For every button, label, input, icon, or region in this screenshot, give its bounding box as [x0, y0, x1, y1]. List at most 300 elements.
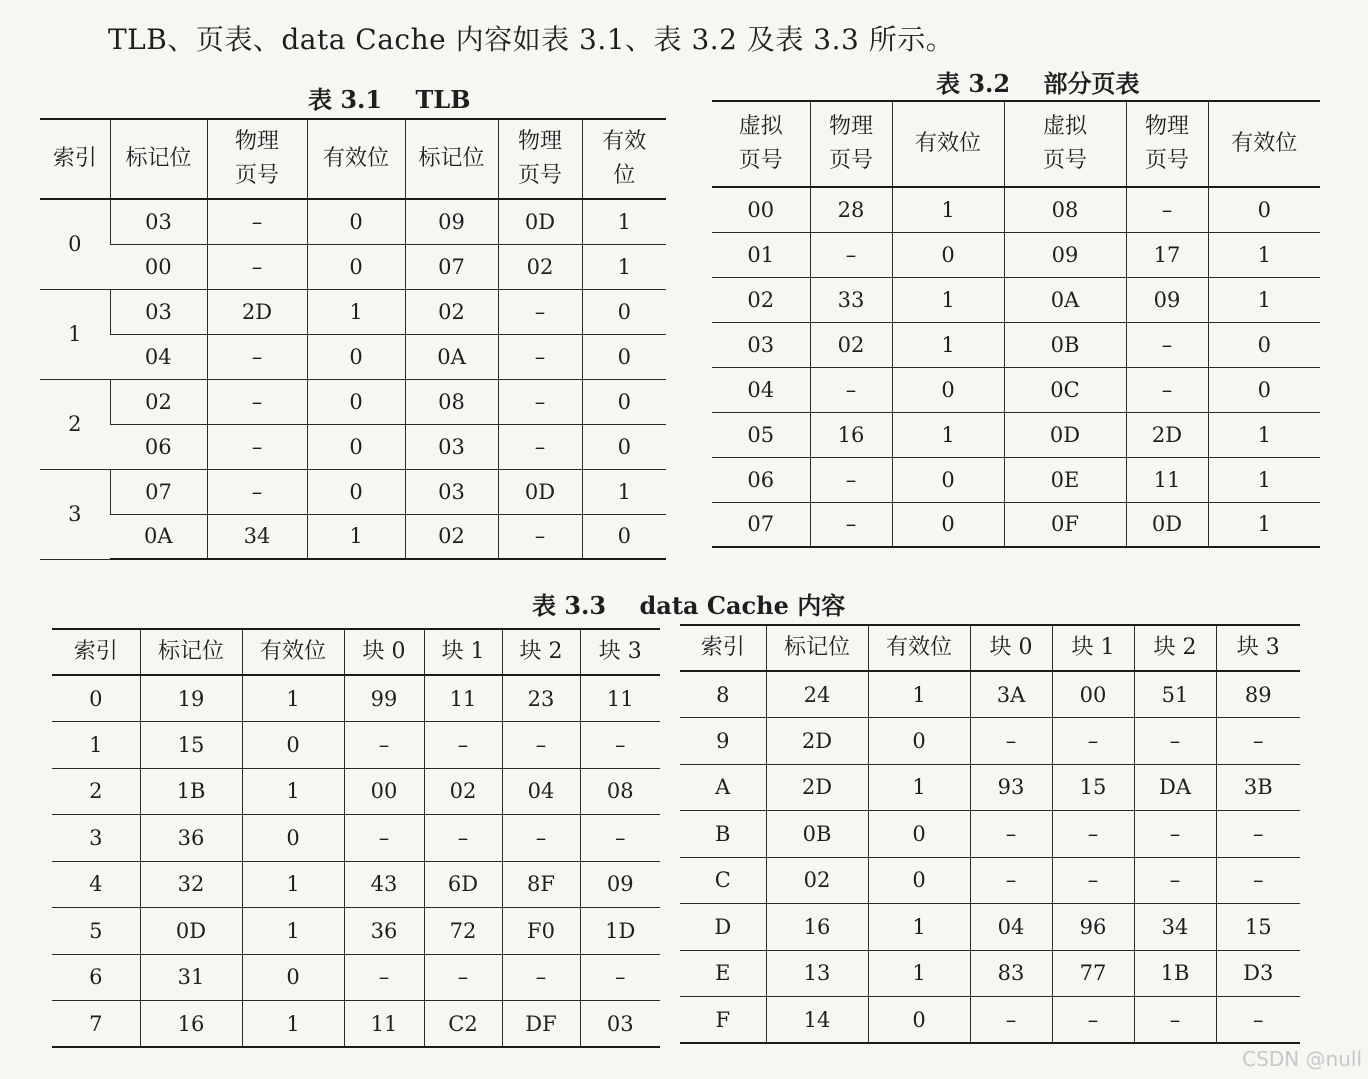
table-cell: – — [1052, 718, 1134, 765]
table-cell: 24 — [766, 671, 868, 718]
table-cell: – — [1126, 187, 1208, 232]
table-cell: 0A — [405, 334, 498, 379]
table-cell: 1 — [868, 950, 970, 997]
table-cell: 0 — [1208, 187, 1320, 232]
table-cell: 09 — [405, 199, 498, 244]
table-cell: 7 — [52, 1001, 140, 1048]
table-cell: 03 — [405, 424, 498, 469]
table-row — [680, 904, 1300, 951]
table-cell: 04 — [110, 334, 207, 379]
header-text: 索引 — [700, 635, 745, 660]
table-cell: – — [502, 722, 580, 769]
table-cell: 16 — [140, 1001, 242, 1048]
table-cell: 8F — [502, 861, 580, 908]
table-cell: 1 — [892, 187, 1004, 232]
table-cell: – — [580, 815, 660, 862]
table-cell: 0 — [307, 424, 405, 469]
column-header — [1216, 625, 1300, 671]
column-header — [582, 119, 666, 199]
column-header — [405, 119, 498, 199]
column-header — [140, 629, 242, 675]
table-cell: 0 — [242, 954, 344, 1001]
header-text: 有效位 — [322, 146, 389, 171]
table-cell: 0 — [892, 502, 1004, 547]
header-text: 有效位 — [885, 635, 952, 660]
table-cell: 09 — [1004, 232, 1126, 277]
table-cell: – — [502, 954, 580, 1001]
header-text: 页号 — [1144, 148, 1189, 173]
header-text: 有效位 — [914, 131, 981, 156]
table-cell: 11 — [344, 1001, 424, 1048]
table-cell: 1 — [582, 469, 666, 514]
table-cell: 1 — [868, 904, 970, 951]
table-cell: – — [498, 289, 582, 334]
table-cell: 99 — [344, 675, 424, 722]
table-cell: 0 — [868, 997, 970, 1044]
table-cell: 11 — [1126, 457, 1208, 502]
table-row — [52, 861, 660, 908]
header-text: 物理 — [1144, 114, 1189, 139]
header-text: 物理 — [517, 129, 562, 154]
table-cell: 51 — [1134, 671, 1216, 718]
table-cell: – — [1126, 367, 1208, 412]
table-cell: 2 — [52, 768, 140, 815]
table-cell: – — [498, 334, 582, 379]
table-cell: 89 — [1216, 671, 1300, 718]
table-cell: 00 — [344, 768, 424, 815]
table-cell: 0 — [582, 514, 666, 559]
table-cell: 0 — [892, 232, 1004, 277]
header-text: 索引 — [73, 639, 118, 664]
table-cell: 1 — [1208, 502, 1320, 547]
column-header — [502, 629, 580, 675]
table-cell: F0 — [502, 908, 580, 955]
table-cell: – — [344, 722, 424, 769]
table-cell: 0 — [1208, 322, 1320, 367]
table-cell: 96 — [1052, 904, 1134, 951]
table-row — [712, 367, 1320, 412]
table-cell: 34 — [207, 514, 307, 559]
table-cell: 00 — [1052, 671, 1134, 718]
table-cell: 02 — [498, 244, 582, 289]
header-text: 页号 — [517, 163, 562, 188]
column-header — [970, 625, 1052, 671]
table-cell: 0 — [307, 379, 405, 424]
table-row — [40, 469, 666, 514]
table-cell: 1 — [868, 671, 970, 718]
table-cell: 11 — [424, 675, 502, 722]
column-header — [1208, 101, 1320, 187]
table-cell: 1 — [582, 244, 666, 289]
header-text: 物理 — [234, 129, 279, 154]
table-cell: 1 — [1208, 277, 1320, 322]
table-cell: B — [680, 811, 766, 858]
table-cell: – — [1216, 997, 1300, 1044]
table-cell: 1 — [242, 768, 344, 815]
table-cell: 03 — [405, 469, 498, 514]
table-cell: 04 — [502, 768, 580, 815]
table-cell: DA — [1134, 764, 1216, 811]
table-cell: 06 — [110, 424, 207, 469]
table-cell: 02 — [712, 277, 810, 322]
header-text: 块 1 — [1071, 635, 1115, 660]
table-cell: – — [970, 857, 1052, 904]
table-cell: 03 — [110, 199, 207, 244]
table-cell: 03 — [110, 289, 207, 334]
header-text: 标记位 — [125, 146, 192, 171]
table-cell: – — [207, 379, 307, 424]
column-header — [766, 625, 868, 671]
table-cell: – — [1134, 718, 1216, 765]
table-cell: 01 — [712, 232, 810, 277]
header-text: 块 2 — [519, 639, 563, 664]
header-text: 页号 — [738, 148, 783, 173]
table-row — [52, 815, 660, 862]
table-row — [712, 457, 1320, 502]
table-cell: A — [680, 764, 766, 811]
table-cell: 04 — [712, 367, 810, 412]
table-cell: 02 — [405, 289, 498, 334]
table-row — [680, 764, 1300, 811]
tlb-index-cell: 0 — [40, 199, 110, 289]
table-cell: 9 — [680, 718, 766, 765]
header-text: 虚拟 — [1042, 114, 1087, 139]
column-header — [52, 629, 140, 675]
header-text: 标记位 — [157, 639, 224, 664]
table-row — [52, 768, 660, 815]
table-cell: – — [810, 457, 892, 502]
column-header — [242, 629, 344, 675]
table-cell: 15 — [1052, 764, 1134, 811]
table-cell: E — [680, 950, 766, 997]
column-header — [344, 629, 424, 675]
column-header — [1126, 101, 1208, 187]
header-text: 有效位 — [259, 639, 326, 664]
table-row — [40, 289, 666, 334]
column-header — [1134, 625, 1216, 671]
table-cell: 16 — [766, 904, 868, 951]
table-cell: – — [1052, 857, 1134, 904]
table-cell: – — [207, 199, 307, 244]
table-cell: 07 — [712, 502, 810, 547]
table-cell: 0 — [868, 811, 970, 858]
table-cell: D — [680, 904, 766, 951]
table-cell: 08 — [580, 768, 660, 815]
table-cell: – — [580, 954, 660, 1001]
header-text: 索引 — [52, 146, 97, 171]
table-cell: 0 — [242, 815, 344, 862]
column-header — [1052, 625, 1134, 671]
table-cell: 1 — [868, 764, 970, 811]
table-cell: DF — [502, 1001, 580, 1048]
table-cell: – — [1216, 857, 1300, 904]
header-text: 块 0 — [362, 639, 406, 664]
table-cell: 8 — [680, 671, 766, 718]
table-cell: 0 — [582, 289, 666, 334]
table-cell: 08 — [1004, 187, 1126, 232]
table-row — [40, 514, 666, 559]
cache-table-left — [52, 628, 660, 1048]
table-cell: 0 — [307, 244, 405, 289]
table-cell: 2D — [1126, 412, 1208, 457]
column-header — [498, 119, 582, 199]
header-text: 标记位 — [418, 146, 485, 171]
table-cell: – — [970, 718, 1052, 765]
table-cell: – — [810, 367, 892, 412]
table-cell: 15 — [140, 722, 242, 769]
table-cell: 11 — [580, 675, 660, 722]
table-cell: 0 — [242, 722, 344, 769]
table-cell: 0E — [1004, 457, 1126, 502]
table-cell: 1 — [242, 861, 344, 908]
table-cell: – — [207, 244, 307, 289]
table-cell: 02 — [424, 768, 502, 815]
table-row — [680, 857, 1300, 904]
table-cell: – — [1216, 811, 1300, 858]
table-cell: – — [424, 815, 502, 862]
table-cell: – — [580, 722, 660, 769]
table-cell: 36 — [140, 815, 242, 862]
table-cell: 0 — [52, 675, 140, 722]
table-cell: 2D — [766, 718, 868, 765]
table-row — [52, 722, 660, 769]
table-cell: – — [1134, 997, 1216, 1044]
header-text: 标记位 — [783, 635, 850, 660]
table-row — [52, 675, 660, 722]
column-header — [1004, 101, 1126, 187]
table-cell: 0A — [110, 514, 207, 559]
header-text: 页号 — [828, 148, 873, 173]
table-cell: 93 — [970, 764, 1052, 811]
cache-caption: 表 3.3 data Cache 内容 — [532, 591, 846, 620]
table-cell: 0B — [1004, 322, 1126, 367]
table-row — [40, 244, 666, 289]
table-row — [712, 187, 1320, 232]
table-cell: 34 — [1134, 904, 1216, 951]
table-row — [40, 379, 666, 424]
table-cell: 6D — [424, 861, 502, 908]
table-cell: 1 — [892, 322, 1004, 367]
table-cell: 14 — [766, 997, 868, 1044]
table-row — [680, 671, 1300, 718]
table-row — [680, 718, 1300, 765]
table-cell: 02 — [810, 322, 892, 367]
table-cell: 1D — [580, 908, 660, 955]
table-cell: 05 — [712, 412, 810, 457]
page-table — [712, 100, 1320, 548]
table-cell: 0D — [498, 199, 582, 244]
header-text: 页号 — [234, 163, 279, 188]
table-cell: 1 — [307, 514, 405, 559]
table-cell: 0 — [582, 424, 666, 469]
table-cell: 1B — [1134, 950, 1216, 997]
column-header — [680, 625, 766, 671]
table-cell: 3 — [52, 815, 140, 862]
table-cell: 1 — [892, 412, 1004, 457]
header-text: 块 3 — [1236, 635, 1280, 660]
table-cell: 0 — [582, 379, 666, 424]
table-cell: – — [810, 502, 892, 547]
column-header — [810, 101, 892, 187]
table-row — [712, 277, 1320, 322]
table-cell: – — [424, 954, 502, 1001]
table-cell: 0 — [1208, 367, 1320, 412]
table-cell: 09 — [580, 861, 660, 908]
table-cell: – — [810, 232, 892, 277]
table-cell: 15 — [1216, 904, 1300, 951]
table-cell: 31 — [140, 954, 242, 1001]
table-cell: 06 — [712, 457, 810, 502]
table-cell: – — [424, 722, 502, 769]
table-cell: – — [1134, 857, 1216, 904]
table-cell: 16 — [810, 412, 892, 457]
table-row — [40, 424, 666, 469]
watermark: CSDN @null — [1242, 1047, 1362, 1071]
table-cell: 0 — [307, 334, 405, 379]
table-cell: – — [498, 424, 582, 469]
table-row — [712, 412, 1320, 457]
tlb-index-cell: 2 — [40, 379, 110, 469]
table-cell: 0A — [1004, 277, 1126, 322]
table-cell: 00 — [712, 187, 810, 232]
table-cell: 32 — [140, 861, 242, 908]
table-cell: 09 — [1126, 277, 1208, 322]
page-table-caption: 表 3.2 部分页表 — [936, 69, 1140, 98]
table-cell: 1 — [242, 1001, 344, 1048]
table-cell: 33 — [810, 277, 892, 322]
table-cell: 0C — [1004, 367, 1126, 412]
table-cell: – — [344, 954, 424, 1001]
cache-table-right — [680, 624, 1300, 1044]
table-cell: 6 — [52, 954, 140, 1001]
tlb-index-cell: 1 — [40, 289, 110, 379]
table-cell: – — [1052, 811, 1134, 858]
table-cell: – — [207, 424, 307, 469]
table-cell: 1 — [307, 289, 405, 334]
table-row — [712, 232, 1320, 277]
table-cell: 0 — [892, 367, 1004, 412]
table-cell: 03 — [712, 322, 810, 367]
table-cell: 1 — [242, 908, 344, 955]
table-cell: 83 — [970, 950, 1052, 997]
column-header — [868, 625, 970, 671]
header-text: 块 2 — [1153, 635, 1197, 660]
table-cell: 0 — [582, 334, 666, 379]
column-header — [307, 119, 405, 199]
table-cell: – — [207, 469, 307, 514]
table-row — [680, 950, 1300, 997]
intro-text: TLB、页表、data Cache 内容如表 3.1、表 3.2 及表 3.3 所示。 — [108, 23, 955, 56]
table-row — [52, 1001, 660, 1048]
table-cell: – — [1216, 718, 1300, 765]
table-cell: – — [1126, 322, 1208, 367]
table-cell: 08 — [405, 379, 498, 424]
table-cell: 0D — [1004, 412, 1126, 457]
tlb-table — [40, 118, 666, 560]
table-row — [52, 954, 660, 1001]
column-header — [580, 629, 660, 675]
table-cell: 0 — [307, 199, 405, 244]
tlb-caption: 表 3.1 TLB — [308, 85, 471, 114]
table-cell: 2D — [766, 764, 868, 811]
header-text: 块 1 — [441, 639, 485, 664]
table-cell: 1B — [140, 768, 242, 815]
table-row — [680, 997, 1300, 1044]
table-cell: 28 — [810, 187, 892, 232]
table-row — [680, 811, 1300, 858]
table-cell: 72 — [424, 908, 502, 955]
column-header — [110, 119, 207, 199]
table-cell: 04 — [970, 904, 1052, 951]
table-cell: 0B — [766, 811, 868, 858]
column-header — [424, 629, 502, 675]
table-cell: – — [970, 811, 1052, 858]
column-header — [892, 101, 1004, 187]
column-header — [40, 119, 110, 199]
column-header — [207, 119, 307, 199]
table-cell: 5 — [52, 908, 140, 955]
table-cell: – — [1134, 811, 1216, 858]
table-cell: 17 — [1126, 232, 1208, 277]
table-cell: 77 — [1052, 950, 1134, 997]
table-cell: 4 — [52, 861, 140, 908]
header-text: 块 3 — [598, 639, 642, 664]
table-cell: F — [680, 997, 766, 1044]
table-cell: 2D — [207, 289, 307, 334]
table-cell: 00 — [110, 244, 207, 289]
table-cell: 1 — [892, 277, 1004, 322]
table-cell: – — [502, 815, 580, 862]
table-cell: 23 — [502, 675, 580, 722]
table-cell: 0D — [498, 469, 582, 514]
table-cell: 02 — [110, 379, 207, 424]
table-cell: 02 — [766, 857, 868, 904]
table-cell: 07 — [110, 469, 207, 514]
table-cell: 43 — [344, 861, 424, 908]
table-cell: 0D — [1126, 502, 1208, 547]
table-cell: C — [680, 857, 766, 904]
table-cell: D3 — [1216, 950, 1300, 997]
table-cell: – — [344, 815, 424, 862]
table-cell: – — [498, 514, 582, 559]
table-cell: 02 — [405, 514, 498, 559]
table-cell: 0 — [892, 457, 1004, 502]
table-cell: 0 — [868, 857, 970, 904]
table-cell: 1 — [1208, 412, 1320, 457]
table-cell: 0D — [140, 908, 242, 955]
table-row — [40, 199, 666, 244]
table-cell: – — [498, 379, 582, 424]
table-cell: 1 — [52, 722, 140, 769]
table-cell: 1 — [582, 199, 666, 244]
column-header — [712, 101, 810, 187]
table-cell: – — [970, 997, 1052, 1044]
table-cell: 0 — [307, 469, 405, 514]
table-row — [712, 322, 1320, 367]
header-text: 页号 — [1042, 148, 1087, 173]
table-cell: 36 — [344, 908, 424, 955]
header-text: 位 — [613, 163, 636, 188]
table-cell: 1 — [1208, 457, 1320, 502]
table-cell: 19 — [140, 675, 242, 722]
table-cell: 3B — [1216, 764, 1300, 811]
header-text: 物理 — [828, 114, 873, 139]
header-text: 虚拟 — [738, 114, 783, 139]
table-cell: 13 — [766, 950, 868, 997]
table-cell: 1 — [242, 675, 344, 722]
table-cell: 1 — [1208, 232, 1320, 277]
table-row — [712, 502, 1320, 547]
